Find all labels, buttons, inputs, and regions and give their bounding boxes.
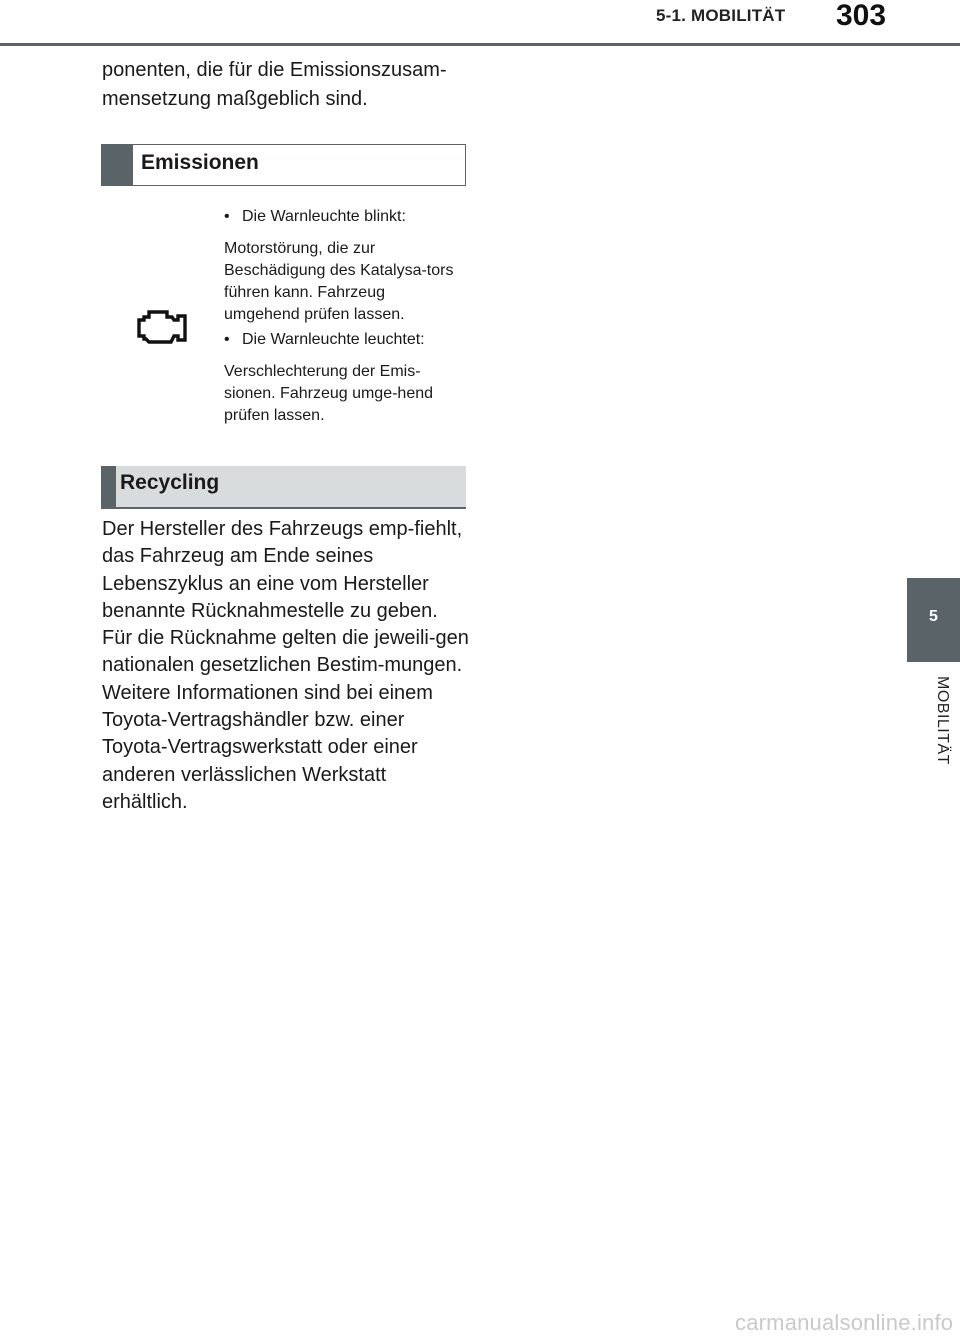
chapter-tab[interactable] [907,578,960,662]
chapter-tab-number: 5 [929,608,938,625]
engine-warning-icon [137,308,187,348]
blink-label [224,206,482,228]
lit-description: Verschlechterung der Emis-sionen. Fahrzeug umge-hend prüfen lassen. [224,363,434,424]
lit-label-text: Die Warnleuchte leuchtet: [242,331,425,348]
lit-label [224,329,482,351]
intro-paragraph: ponenten, die für die Emissionszusam-mensetzung maßgeblich sind. [102,59,447,110]
blink-description: Motorstörung, die zur Beschädigung des Katalysa-tors führen kann. Fahrzeug umgehend prüfen lassen. [224,240,454,323]
bullet-dot: • [224,208,230,225]
header-rule [0,43,960,46]
chapter-label: MOBILITÄT [934,676,951,765]
recycling-heading [101,466,466,509]
page-header-section: 5-1. MOBILITÄT [656,6,786,25]
blink-label-text: Die Warnleuchte blinkt: [242,208,406,225]
recycling-heading-label: Recycling [120,471,220,494]
recycling-paragraph: Der Hersteller des Fahrzeugs emp-fiehlt, das Fahrzeug am Ende seines Lebenszyklus an eine vom Hersteller benannte Rücknahmestelle zu geben. Für die Rücknahme gelten die jeweili-gen nationalen gesetzlichen Bestim-mungen. Weitere Informationen sind bei einem Toyota-Vertragshändler bzw. einer Toyota-Vertragswerkstatt oder einer anderen verlässlichen Werkstatt erhältlich. [102,518,469,813]
page-number: 303 [836,0,887,32]
watermark: carmanualsonline.info [735,1310,954,1335]
emissionen-heading-label: Emissionen [141,151,259,174]
heading-bar [101,466,116,507]
bullet-dot: • [224,331,230,348]
heading-bar [102,145,133,185]
emissionen-heading [101,144,466,186]
